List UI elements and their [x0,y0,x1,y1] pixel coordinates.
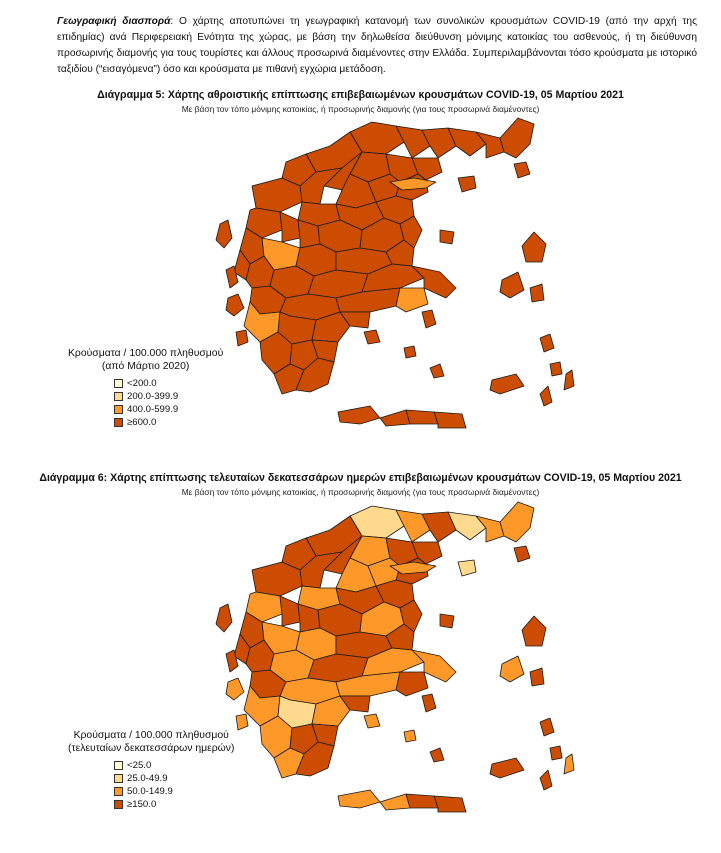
regional-unit [216,220,232,248]
legend-item [114,403,223,416]
regional-unit [364,714,380,728]
regional-unit [500,272,524,298]
regional-unit [404,346,416,358]
regional-unit [540,386,552,406]
legend-item [114,390,223,403]
regional-unit [338,790,380,808]
legend-label: 400.0-599.9 [127,404,179,415]
legend-label: ≥150.0 [127,799,157,810]
intro-text: : Ο χάρτης αποτυπώνει τη γεωγραφική κατανομή των συνολικών κρουσμάτων COVID-19 (από την αρχή της επιδημίας) ανά Περιφερειακή Ενότητα της χώρας, με βάση την δηλωθείσα διεύθυνση μόνιμης κατοικίας του ασθενούς, ή τη διεύθυνση προσωρινής διαμονής για τους τουρίστες και άλλους προσωρινά διαμένοντες στην Ελλάδα. Συμπεριλαμβάνονται τόσο κρούσματα με ιστορικό ταξιδίου (“εισαγόμενα”) όσο και κρούσματα με πιθανή εγχώρια μετάδοση. [57,16,697,75]
legend-label: <200.0 [127,378,157,389]
legend-label: <25.0 [127,760,152,771]
regional-unit [434,796,466,812]
map5-choropleth [200,112,580,442]
regional-unit [280,212,300,242]
regional-unit [490,758,524,778]
regional-unit [396,288,428,312]
map6-legend [68,729,234,811]
regional-unit [280,596,300,626]
regional-unit [406,794,438,808]
regional-unit [434,412,466,428]
legend-label: 50.0-149.9 [127,786,173,797]
regional-unit [540,334,554,352]
map6-subtitle: Με βάση τον τόπο μόνιμης κατοικίας, ή προσωρινής διαμονής (για τους προσωρινά διαμένοντες) [181,487,540,497]
regional-unit [380,410,410,426]
regional-unit [514,162,530,178]
regional-unit [522,616,546,646]
regional-unit [226,294,244,316]
regional-unit [226,678,244,700]
regional-unit [564,370,574,390]
regional-unit [530,284,544,302]
regional-unit [338,406,380,424]
regional-unit [500,656,524,682]
regional-unit [550,362,562,376]
legend-swatch [114,761,123,770]
legend-item [114,772,234,785]
legend-swatch [114,787,123,796]
legend-item [114,416,223,429]
map5-subtitle: Με βάση τον τόπο μόνιμης κατοικίας, ή προσωρινής διαμονής (για τους προσωρινά διαμένοντες) [181,104,540,114]
map5-legend-title: Κρούσματα / 100.000 πληθυσμού [68,348,224,359]
regional-unit [540,718,554,736]
map6-choropleth [200,496,580,826]
regional-unit [430,748,444,762]
map5-title: Διάγραμμα 5: Χάρτης αθροιστικής επίπτωσης επιβεβαιωμένων κρουσμάτων COVID-19, 05 Μαρτίου 2021 [97,89,624,101]
regional-unit [514,546,530,562]
regional-unit [404,730,416,742]
legend-label: ≥600.0 [127,417,157,428]
legend-swatch [114,800,123,809]
regional-unit [364,330,380,344]
map5-legend [68,347,223,429]
legend-swatch [114,392,123,401]
legend-swatch [114,379,123,388]
map6-legend-title: Κρούσματα / 100.000 πληθυσμού [73,730,229,741]
regional-unit [490,374,524,394]
legend-swatch [114,405,123,414]
regional-unit [430,364,444,378]
regional-unit [458,560,476,576]
regional-unit [236,330,248,346]
regional-unit [458,176,476,192]
regional-unit [216,604,232,632]
regional-unit [380,794,410,810]
legend-swatch [114,774,123,783]
regional-unit [440,230,454,244]
legend-item [114,785,234,798]
regional-unit [406,410,438,424]
legend-item [114,798,234,811]
regional-unit [422,694,436,712]
regional-unit [530,668,544,686]
map6-title: Διάγραμμα 6: Χάρτης επίπτωσης τελευταίων δεκατεσσάρων ημερών επιβεβαιωμένων κρουσμάτων COVID-19, 05 Μαρτίου 2021 [39,472,682,484]
legend-item [114,759,234,772]
regional-unit [500,502,534,542]
regional-unit [564,754,574,774]
legend-label: 25.0-49.9 [127,773,168,784]
regional-unit [522,232,546,262]
legend-item [114,377,223,390]
map6-legend-subtitle: (τελευταίων δεκατεσσάρων ημερών) [68,743,235,754]
intro-heading: Γεωγραφική διασπορά [57,16,171,27]
intro-paragraph [57,14,697,78]
regional-unit [550,746,562,760]
regional-unit [500,118,534,158]
regional-unit [540,770,552,790]
regional-unit [396,672,428,696]
map5-legend-subtitle: (από Μάρτιο 2020) [101,361,190,372]
regional-unit [236,714,248,730]
regional-unit [422,310,436,328]
legend-swatch [114,418,123,427]
regional-unit [440,614,454,628]
legend-label: 200.0-399.9 [127,391,179,402]
